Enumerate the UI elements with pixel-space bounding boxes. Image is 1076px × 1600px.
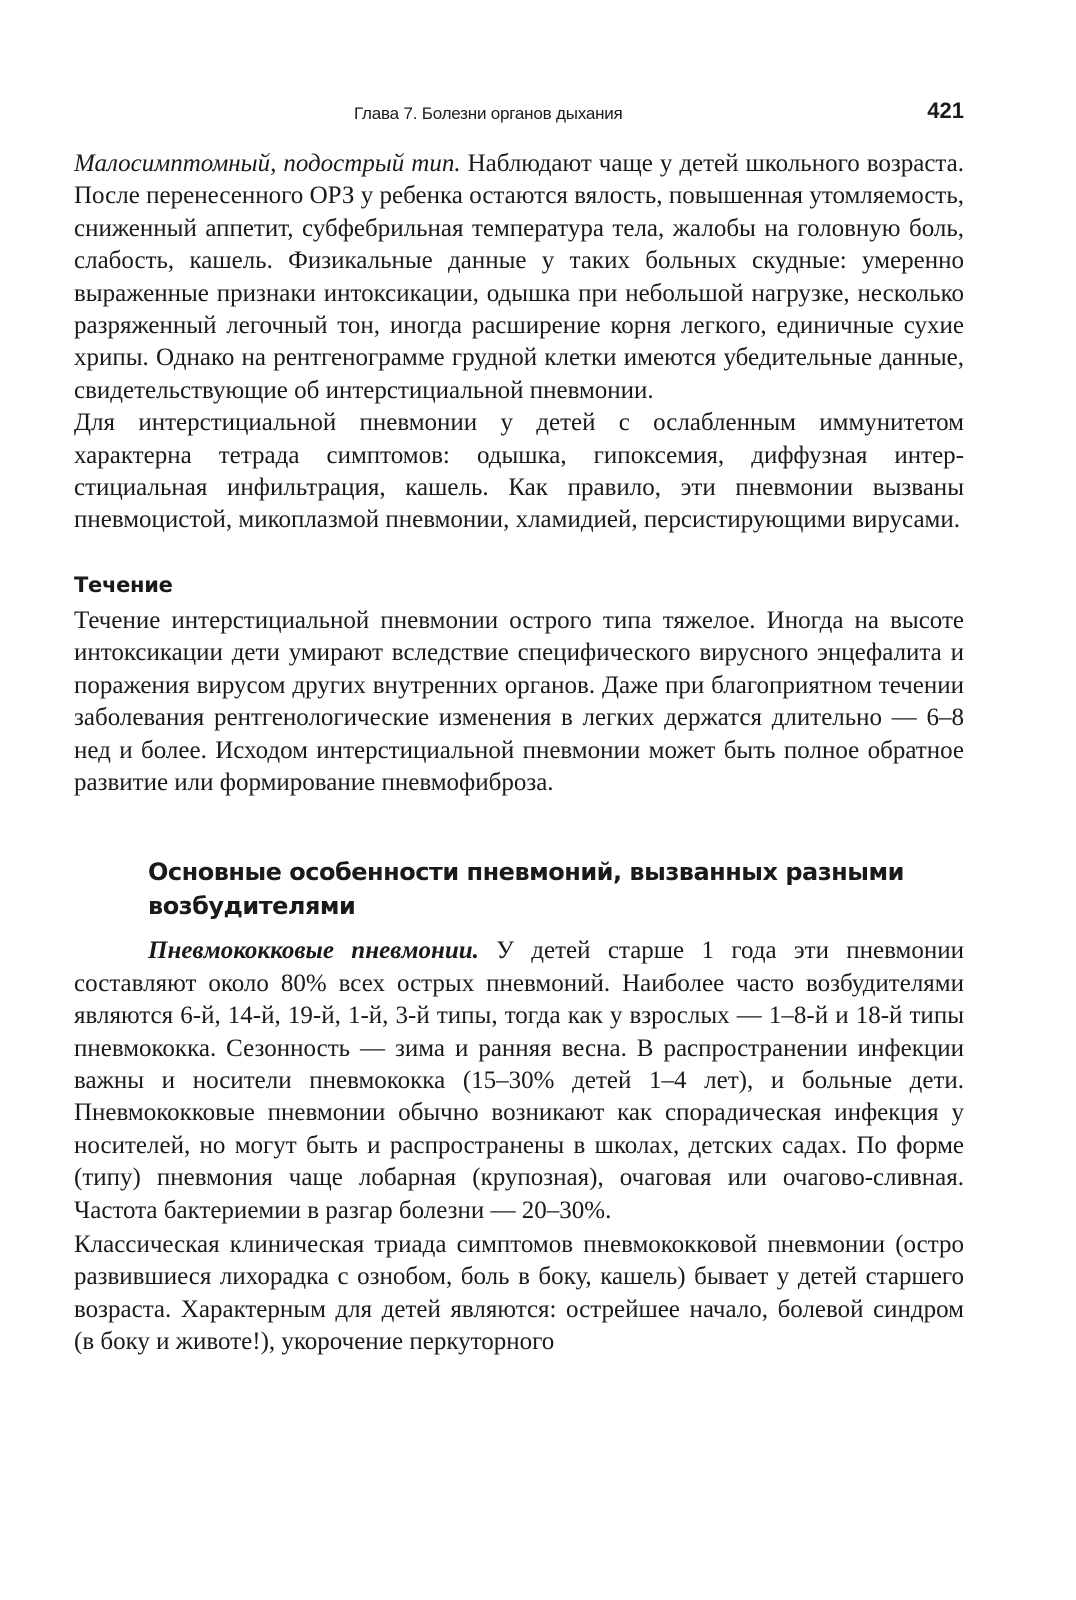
paragraph-course — [74, 605, 964, 799]
running-head — [74, 96, 964, 130]
subheading-course: Течение — [74, 572, 173, 597]
paragraph-lead-pneumococcal: Пневмококковые пневмонии. — [148, 937, 479, 965]
book-page — [74, 96, 964, 1359]
paragraph-immunocompromised — [74, 407, 964, 537]
paragraph-lead-subacute: Малосимптомный, подострый тип. — [74, 150, 461, 177]
running-title: Глава 7. Болезни органов дыхания — [354, 104, 623, 123]
paragraph-body-pneumococcal: У детей старше 1 года эти пневмонии составляют около 80% всех острых пневмоний. Наиболее часто возбудителями являются 6-й, 14-й, 19-й, 1-й, 3-й типы, тогда как у взрослых — 1–8-й и 18-й типы пневмококка. Сезонность — зима и ранняя весна. В распространении инфекции важны и носители пневмококка (15–30% детей 1–4 лет), и больные дети. Пневмококковые пневмонии обычно возникают как спорадическая инфекция у носителей, но могут быть и распространены в школах, детских садах. По форме (типу) пневмония чаще лобарная (крупозная), очаговая или очагово-сливная. Частота бактериемии в разгар болезни — 20–30%. — [74, 937, 964, 1224]
paragraph-body-course: Течение интерстициальной пневмонии острого типа тяжелое. Иногда на высоте интоксикации дети умирают вследствие специфического вирусного энцефалита и поражения вирусом других внутренних органов. Даже при благоприятном течении заболевания рентгенологические изменения в легких держатся длительно — 6–8 нед и более. Исходом интерстициальной пневмонии может быть полное обратное развитие или формирование пневмофиброза. — [74, 606, 964, 796]
paragraph-subacute-type — [74, 148, 964, 407]
section-heading: Основные особенности пневмоний, вызванных разными возбудителями — [148, 858, 904, 921]
paragraph-classic-triad — [74, 1229, 964, 1359]
paragraph-body-immunocompromised: Для интерстициальной пневмонии у детей с ослабленным иммунитетом характерна тетрада симптомов: одышка, гипоксемия, диффузная интерстициальная инфильтрация, кашель. Как правило, эти пневмонии вызваны пневмоцистой, микоплазмой пневмонии, хламидией, персистирующими вирусами. — [74, 409, 964, 534]
paragraph-body-classic-triad: Классическая клиническая триада симптомов пневмококковой пневмонии (остро развившиеся лихорадка с ознобом, боль в боку, кашель) бывает у детей старшего возраста. Характерным для детей являются: острейшее начало, болевой синдром (в боку и животе!), укорочение перкуторного — [74, 1230, 964, 1356]
page-number: 421 — [927, 98, 964, 123]
paragraph-pneumococcal — [74, 935, 964, 1227]
paragraph-body-subacute: Наблюдают чаще у детей школьного возраста. После перенесенного ОРЗ у ребенка остаются вялость, повышенная утомляемость, сниженный аппетит, субфебрильная температура тела, жалобы на головную боль, слабость, кашель. Физикальные данные у таких больных скудные: умеренно выраженные признаки интоксикации, одышка при небольшой нагрузке, несколько разряженный легочный тон, иногда расширение корня легкого, единичные сухие хрипы. Однако на рентгенограмме грудной клетки имеются убедительные данные, свидетельствующие об интерстициальной пневмонии. — [74, 150, 964, 404]
